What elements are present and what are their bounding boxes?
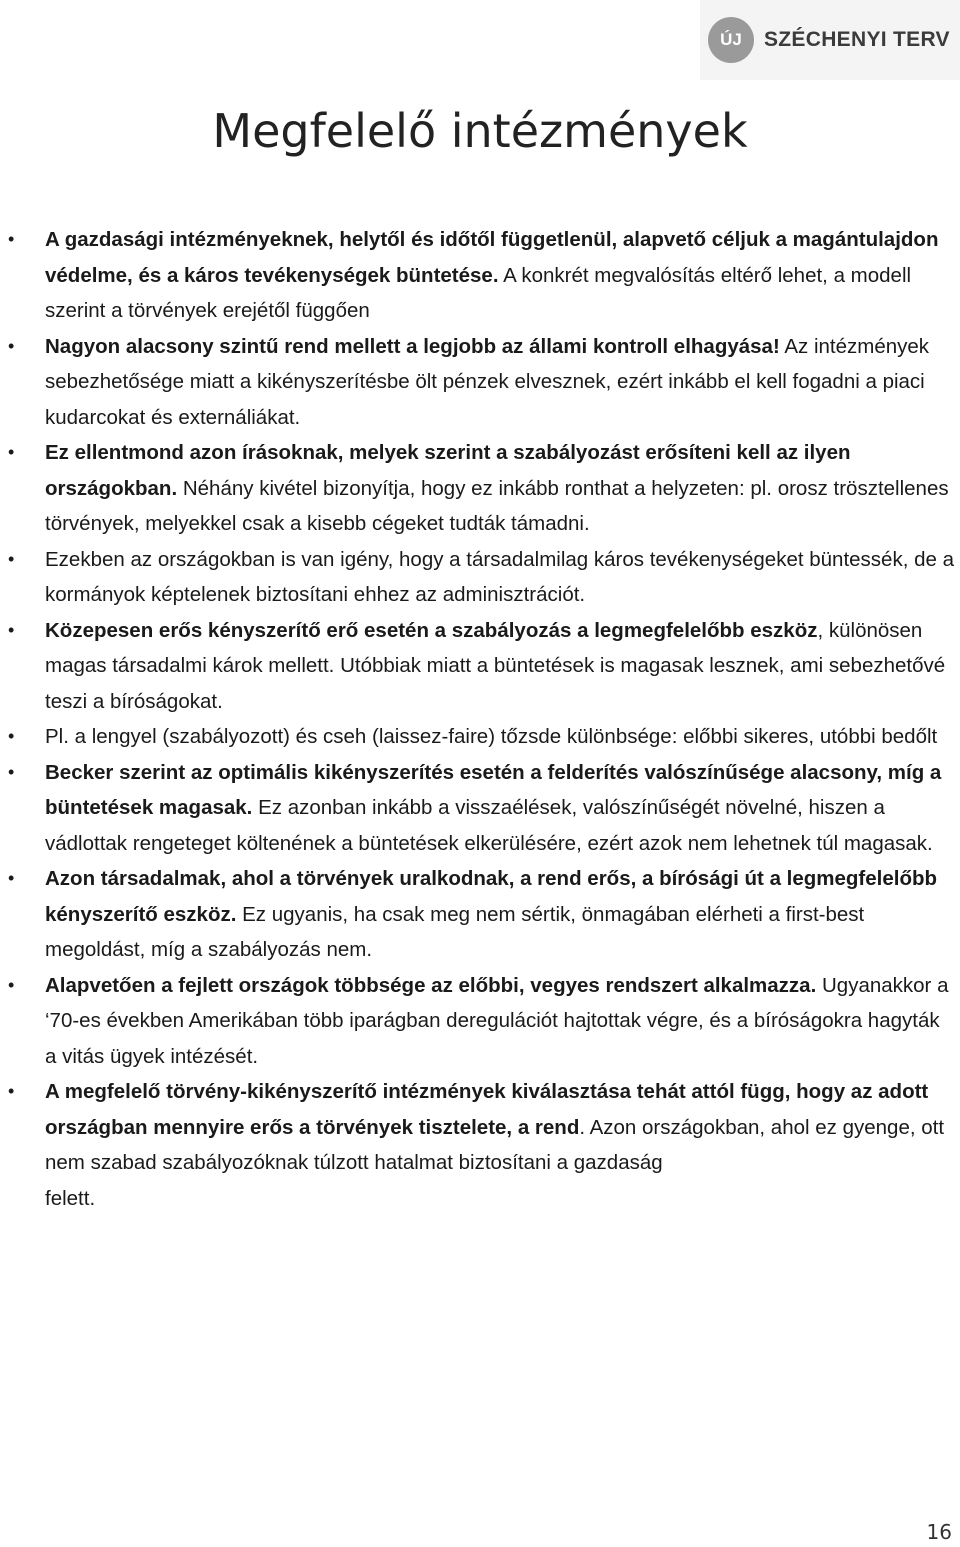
list-item: [0, 222, 960, 329]
item-bold-text: A megfelelő törvény-kikényszerítő intézmények kiválasztása tehát attól függ, hogy az adott országban mennyire erős a törvények tisztelete, a rend: [45, 1080, 929, 1139]
bullet-icon: •: [8, 868, 15, 888]
item-text: A konkrét megvalósítás eltérő lehet, a modell szerint a törvények erejétől függően: [45, 263, 912, 322]
item-last-line: felett.: [45, 1186, 96, 1210]
list-item: [0, 329, 960, 436]
szechenyi-terv-logo: [700, 0, 960, 80]
bullet-icon: •: [8, 442, 15, 462]
item-bold-text: Nagyon alacsony szintű rend mellett a legjobb az állami kontroll elhagyása!: [45, 334, 780, 358]
item-text: Pl. a lengyel (szabályozott) és cseh (laissez-faire) tőzsde különbsége: előbbi sikeres, utóbbi bedőlt: [45, 725, 938, 748]
item-text: Az intézmények sebezhetősége miatt a kikényszerítésbe ölt pénzek elvesznek, ezért inkább el kell fogadni a piaci kudarcokat és externáliákat.: [45, 334, 930, 429]
bullet-icon: •: [8, 229, 15, 249]
page-title: Megfelelő intézmények: [212, 104, 748, 158]
bullet-list: [0, 222, 960, 1216]
item-text: Ugyanakkor a ‘70-es években Amerikában több iparágban deregulációt hajtottak végre, és a bíróságokra hagyták a vitás ügyek intézését.: [45, 973, 949, 1068]
bullet-icon: •: [8, 1081, 15, 1101]
item-bold-text: Alapvetően a fejlett országok többsége az előbbi, vegyes rendszert alkalmazza.: [45, 973, 817, 997]
list-item: [0, 1074, 960, 1216]
item-bold-text: Közepesen erős kényszerítő erő esetén a szabályozás a legmegfelelőbb eszköz: [45, 618, 818, 642]
item-text: Néhány kivétel bizonyítja, hogy ez inkább ronthat a helyzeten: pl. orosz trösztellenes törvények, melyekkel csak a kisebb cégeket tudták támadni.: [45, 476, 949, 535]
item-bold-text: A gazdasági intézményeknek, helytől és időtől függetlenül, alapvető céljuk a magántulajdon védelme, és a káros tevékenységek büntetése.: [45, 228, 939, 287]
bullet-icon: •: [8, 974, 15, 995]
bullet-icon: •: [8, 335, 15, 356]
bullet-icon: •: [8, 548, 15, 569]
logo-badge: ÚJ: [708, 17, 754, 63]
bullet-icon: •: [8, 761, 15, 782]
item-text: Ez azonban inkább a visszaélések, valószínűségét növelné, hiszen a vádlottak rengeteget költenének a büntetések elkerülésére, ezért azok nem lehetnek túl magasak.: [45, 796, 933, 855]
list-item: [0, 755, 960, 862]
bullet-icon: •: [8, 619, 15, 640]
item-text: . Azon országokban, ahol ez gyenge, ott nem szabad szabályozóknak túlzott hatalmat biztosítani a gazdaság: [45, 1115, 945, 1174]
list-item: [0, 435, 960, 542]
list-item: [0, 861, 960, 968]
logo-text: SZÉCHENYI TERV: [764, 28, 950, 51]
item-bold-text: Becker szerint az optimális kikényszerítés esetén a felderítés valószínűsége alacsony, míg a büntetések magasak.: [45, 760, 942, 819]
item-text: , különösen magas társadalmi károk mellett. Utóbbiak miatt a büntetések is magasak lesznek, ami sebezhetővé teszi a bíróságokat.: [45, 618, 946, 713]
list-item: [0, 542, 960, 613]
item-text: Ez ugyanis, ha csak meg nem sértik, önmagában elérheti a first-best megoldást, míg a szabályozás nem.: [45, 902, 865, 961]
list-item: [0, 613, 960, 720]
page-number: 16: [926, 1520, 952, 1544]
bullet-icon: •: [8, 726, 15, 746]
list-item: [0, 719, 960, 755]
item-bold-text: Azon társadalmak, ahol a törvények uralkodnak, a rend erős, a bírósági út a legmegfelelőbb kényszerítő eszköz.: [45, 867, 938, 926]
item-bold-text: Ez ellentmond azon írásoknak, melyek szerint a szabályozást erősíteni kell az ilyen országokban.: [45, 441, 851, 500]
list-item: [0, 968, 960, 1075]
item-text: Ezekben az országokban is van igény, hogy a társadalmilag káros tevékenységeket büntessék, de a kormányok képtelenek biztosítani ehhez az adminisztrációt.: [45, 547, 954, 606]
